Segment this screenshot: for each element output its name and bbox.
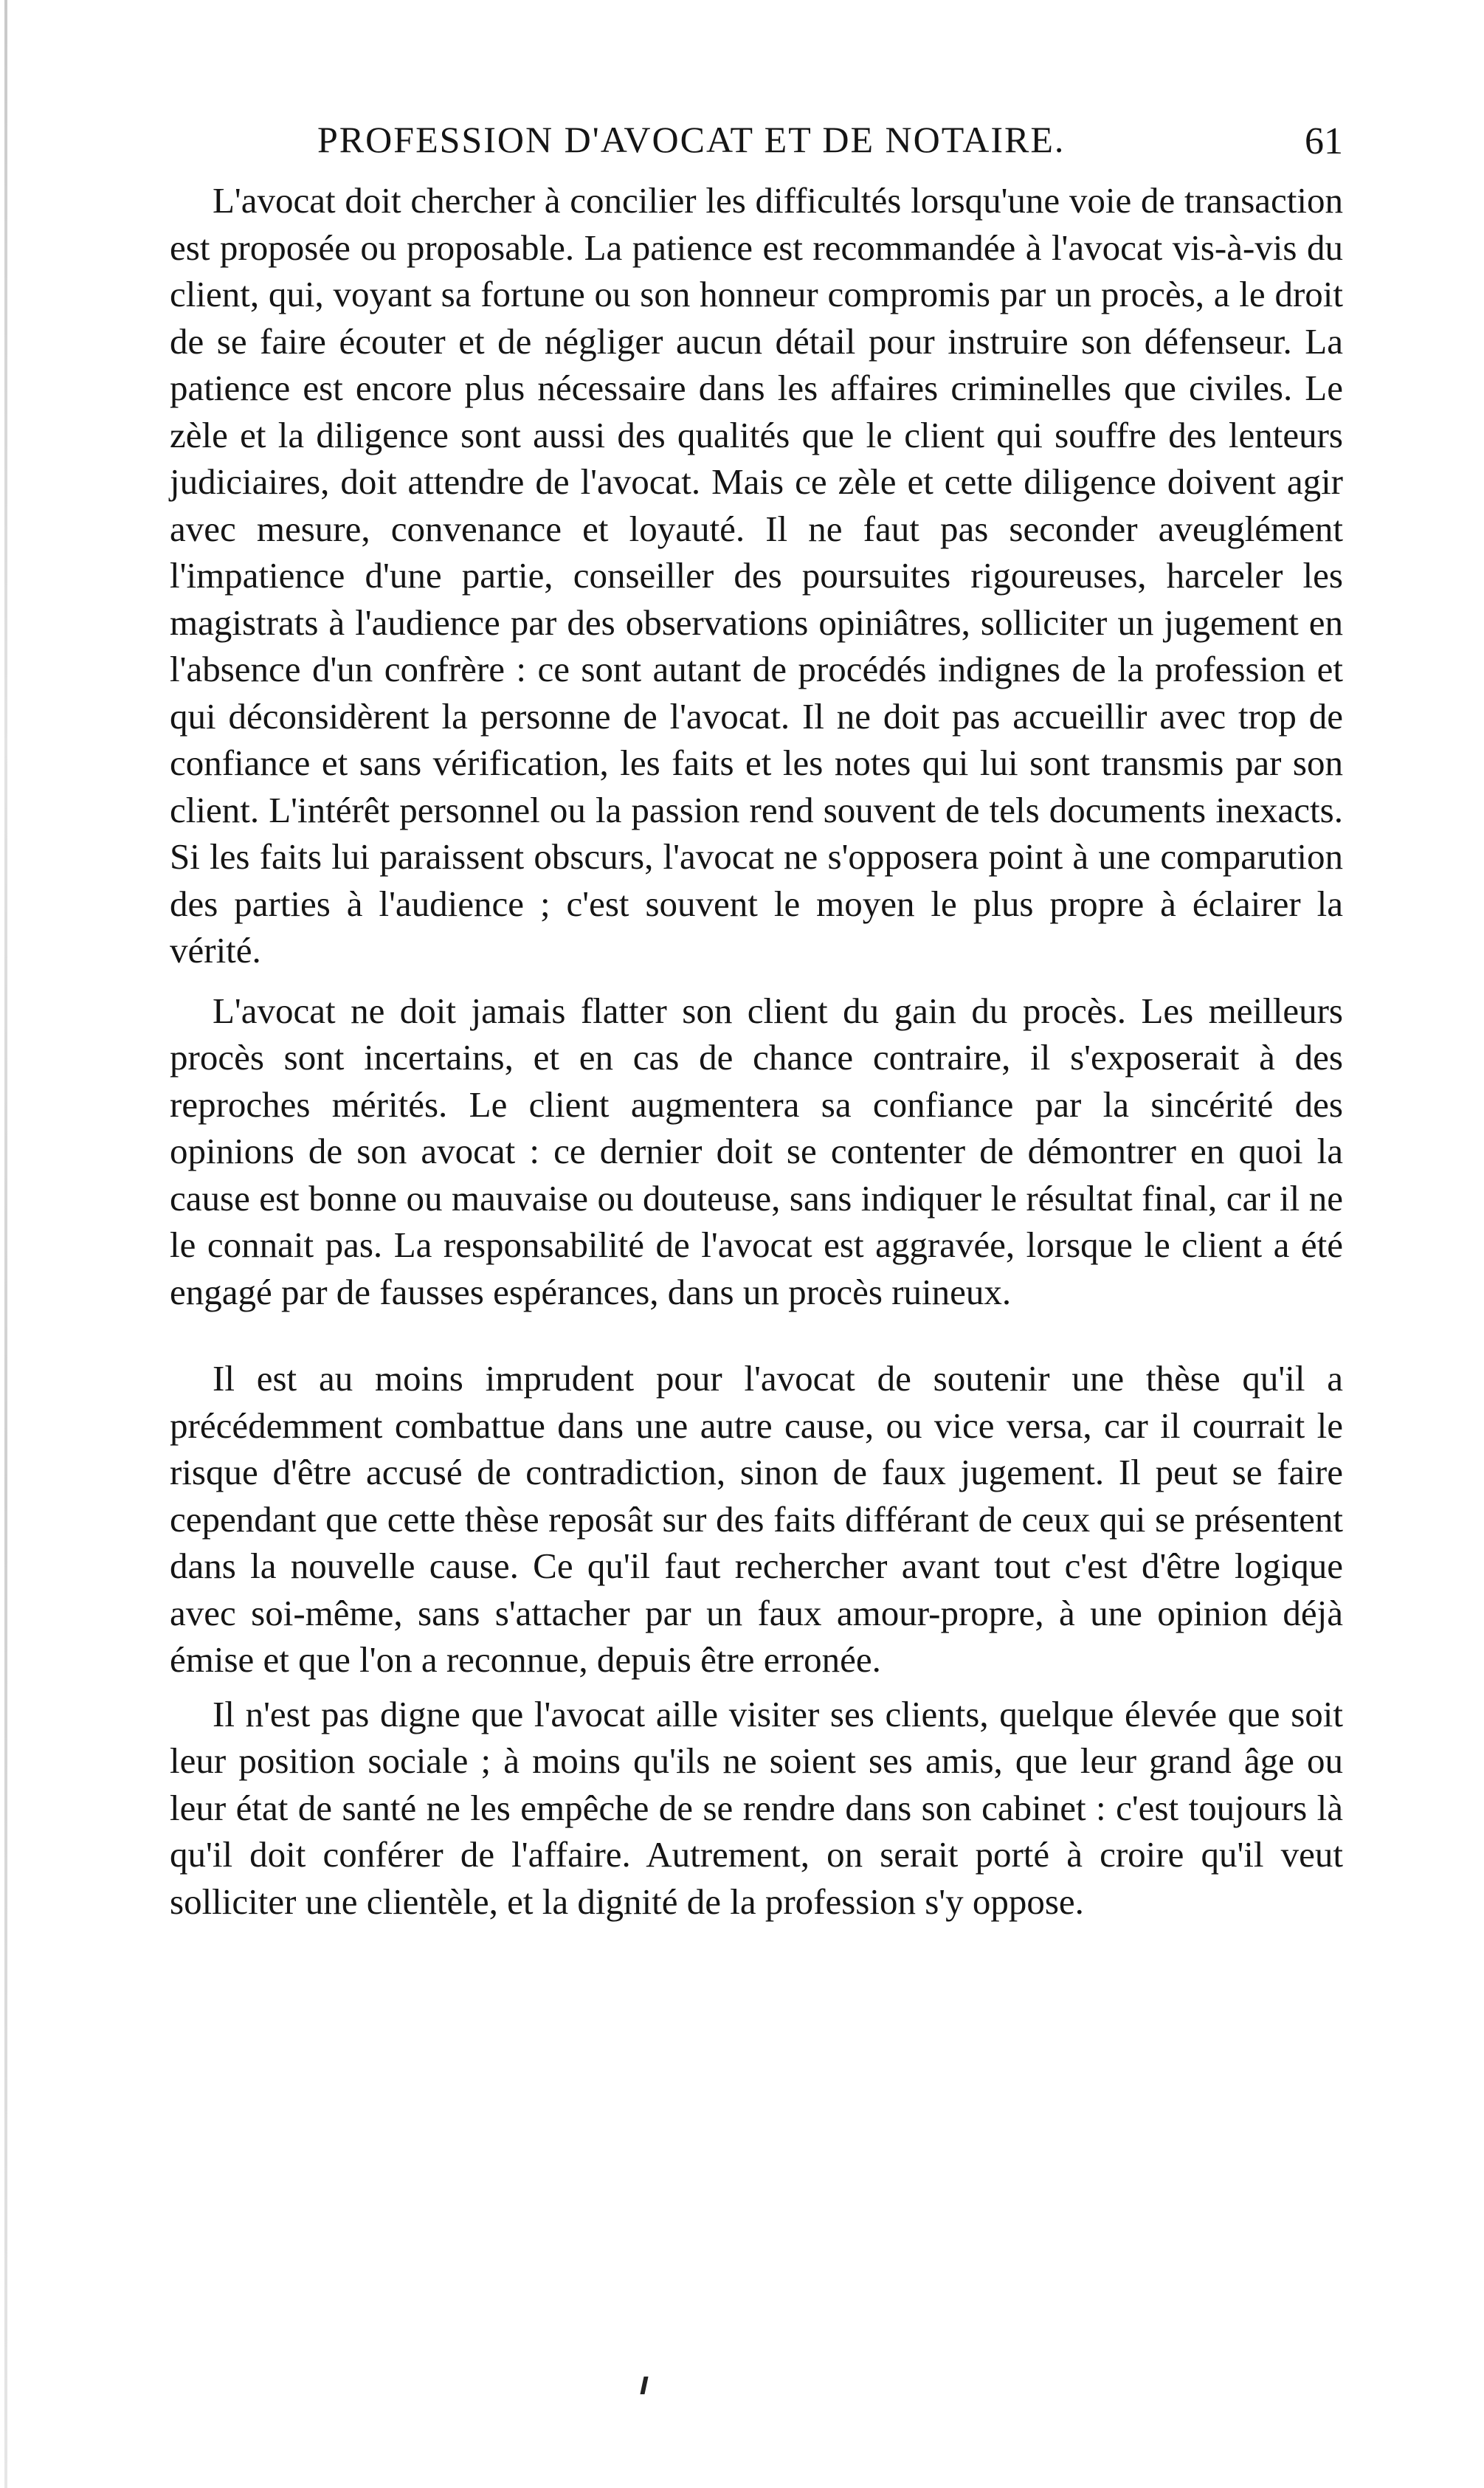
running-title: PROFESSION D'AVOCAT ET DE NOTAIRE. — [317, 119, 1066, 160]
page-header — [170, 118, 1343, 170]
page-number: 61 — [1305, 120, 1343, 162]
paragraph-3: Il est au moins imprudent pour l'avocat de soutenir une thèse qu'il a précédemment combattue dans une autre cause, ou vice versa, car il courrait le risque d'être accusé de contradiction, sinon de faux jugement. Il peut se faire cependant que cette thèse reposât sur des faits différant de ceux qui se présentent dans la nouvelle cause. Ce qu'il faut rechercher avant tout c'est d'être logique avec soi-même, sans s'attacher par un faux amour-propre, à une opinion déjà émise et que l'on a reconnue, depuis être erronée. — [170, 1358, 1343, 1680]
paragraph-2: L'avocat ne doit jamais flatter son client du gain du procès. Les meilleurs procès sont incertains, et en cas de chance contraire, il s'exposerait à des reproches mérités. Le client augmentera sa confiance par la sincérité des opinions de son avocat : ce dernier doit se contenter de démontrer en quoi la cause est bonne ou mauvaise ou douteuse, sans indiquer le résultat final, car il ne le connait pas. La responsabilité de l'avocat est aggravée, lorsque le client a été engagé par de fausses espérances, dans un procès ruineux. — [170, 990, 1343, 1312]
paragraph-1: L'avocat doit chercher à concilier les difficultés lorsqu'une voie de transaction est proposée ou proposable. La patience est recommandée à l'avocat vis-à-vis du client, qui, voyant sa fortune ou son honneur compromis par un procès, a le droit de se faire écouter et de négliger aucun détail pour instruire son défenseur. La patience est encore plus nécessaire dans les affaires criminelles que civiles. Le zèle et la diligence sont aussi des qualités que le client qui souffre des lenteurs judiciaires, doit attendre de l'avocat. Mais ce zèle et cette diligence doivent agir avec mesure, convenance et loyauté. Il ne faut pas seconder aveuglément l'impatience d'une partie, conseiller des poursuites rigoureuses, harceler les magistrats à l'audience par des observations opiniâtres, solliciter un jugement en l'absence d'un confrère : ce sont autant de procédés indignes de la profession et qui déconsidèrent la personne de l'avocat. Il ne doit pas accueillir avec trop de confiance et sans vérification, les faits et les notes qui lui sont transmis par son client. L'intérêt personnel ou la passion rend souvent de tels documents inexacts. Si les faits lui paraissent obscurs, l'avocat ne s'opposera point à une comparution des parties à l'audience ; c'est souvent le moyen le plus propre à éclairer la vérité. — [170, 180, 1343, 971]
paragraph-4: Il n'est pas digne que l'avocat aille visiter ses clients, quelque élevée que soit leur position sociale ; à moins qu'ils ne soient ses amis, que leur grand âge ou leur état de santé ne les empêche de se rendre dans son cabinet : c'est toujours là qu'il doit conférer de l'affaire. Autrement, on serait porté à croire qu'il veut solliciter une clientèle, et la dignité de la profession s'y oppose. — [170, 1693, 1343, 1922]
body-text — [170, 177, 1343, 1925]
footer-ink-mark — [640, 2377, 648, 2394]
page-binding-edge — [4, 0, 7, 2488]
